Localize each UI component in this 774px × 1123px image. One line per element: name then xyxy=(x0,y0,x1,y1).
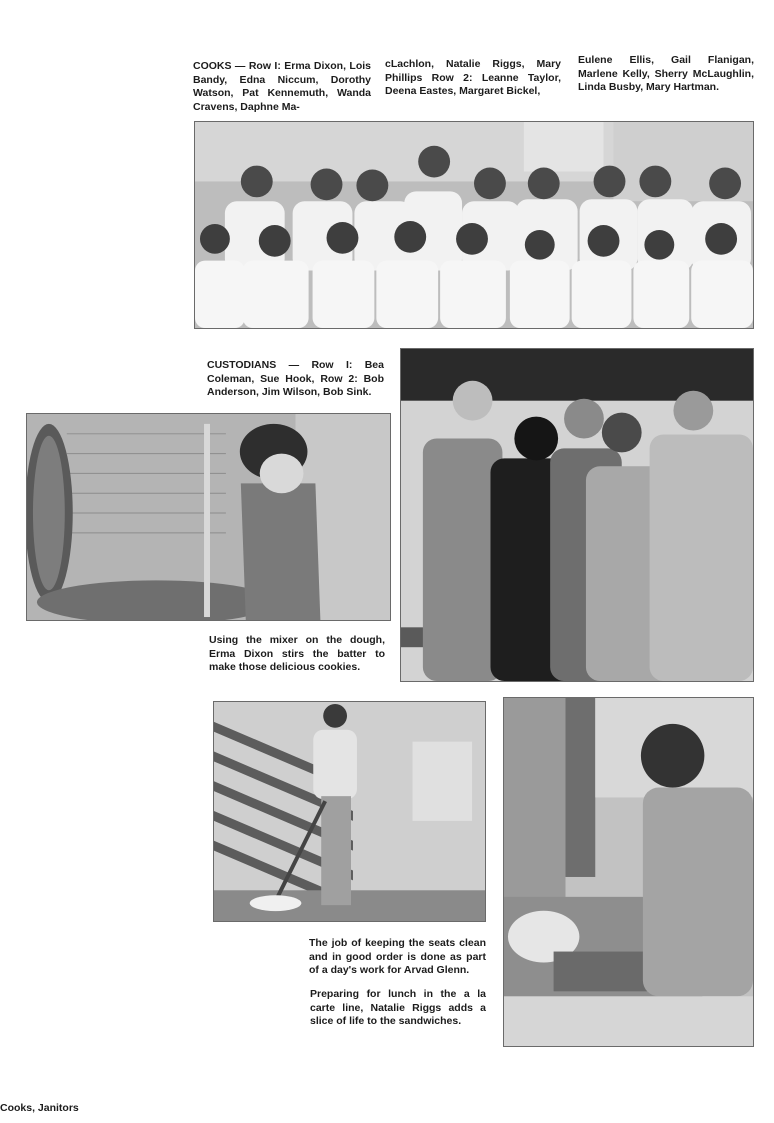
custodians-caption: CUSTODIANS — Row I: Bea Coleman, Sue Hook, Row 2: Bob Anderson, Jim Wilson, Bob Sink. xyxy=(207,359,384,399)
mixer-caption: Using the mixer on the dough, Erma Dixon stirs the batter to make those delicious cookies. xyxy=(209,634,385,674)
seats-caption: The job of keeping the seats clean and in good order is done as part of a day's work for Arvad Glenn. xyxy=(309,937,486,977)
custodians-photo xyxy=(400,348,754,682)
page-footer-label: Cooks, Janitors xyxy=(0,1102,79,1114)
cooks-caption-col3: Eulene Ellis, Gail Flanigan, Marlene Kelly, Sherry McLaughlin, Linda Busby, Mary Hartman. xyxy=(578,54,754,94)
lunch-prep-photo xyxy=(503,697,754,1047)
lunch-caption: Preparing for lunch in the a la carte line, Natalie Riggs adds a slice of life to the sandwiches. xyxy=(310,988,486,1028)
cooks-group-photo xyxy=(194,121,754,329)
seats-cleaning-photo xyxy=(213,701,486,922)
cooks-caption-col2: cLachlon, Natalie Riggs, Mary Phillips Row 2: Leanne Taylor, Deena Eastes, Margaret Bickel, xyxy=(385,58,561,98)
cooks-caption-col1: COOKS — Row I: Erma Dixon, Lois Bandy, Edna Niccum, Dorothy Watson, Pat Kennemuth, Wanda Cravens, Daphne Ma- xyxy=(193,60,371,113)
mixer-photo xyxy=(26,413,391,621)
